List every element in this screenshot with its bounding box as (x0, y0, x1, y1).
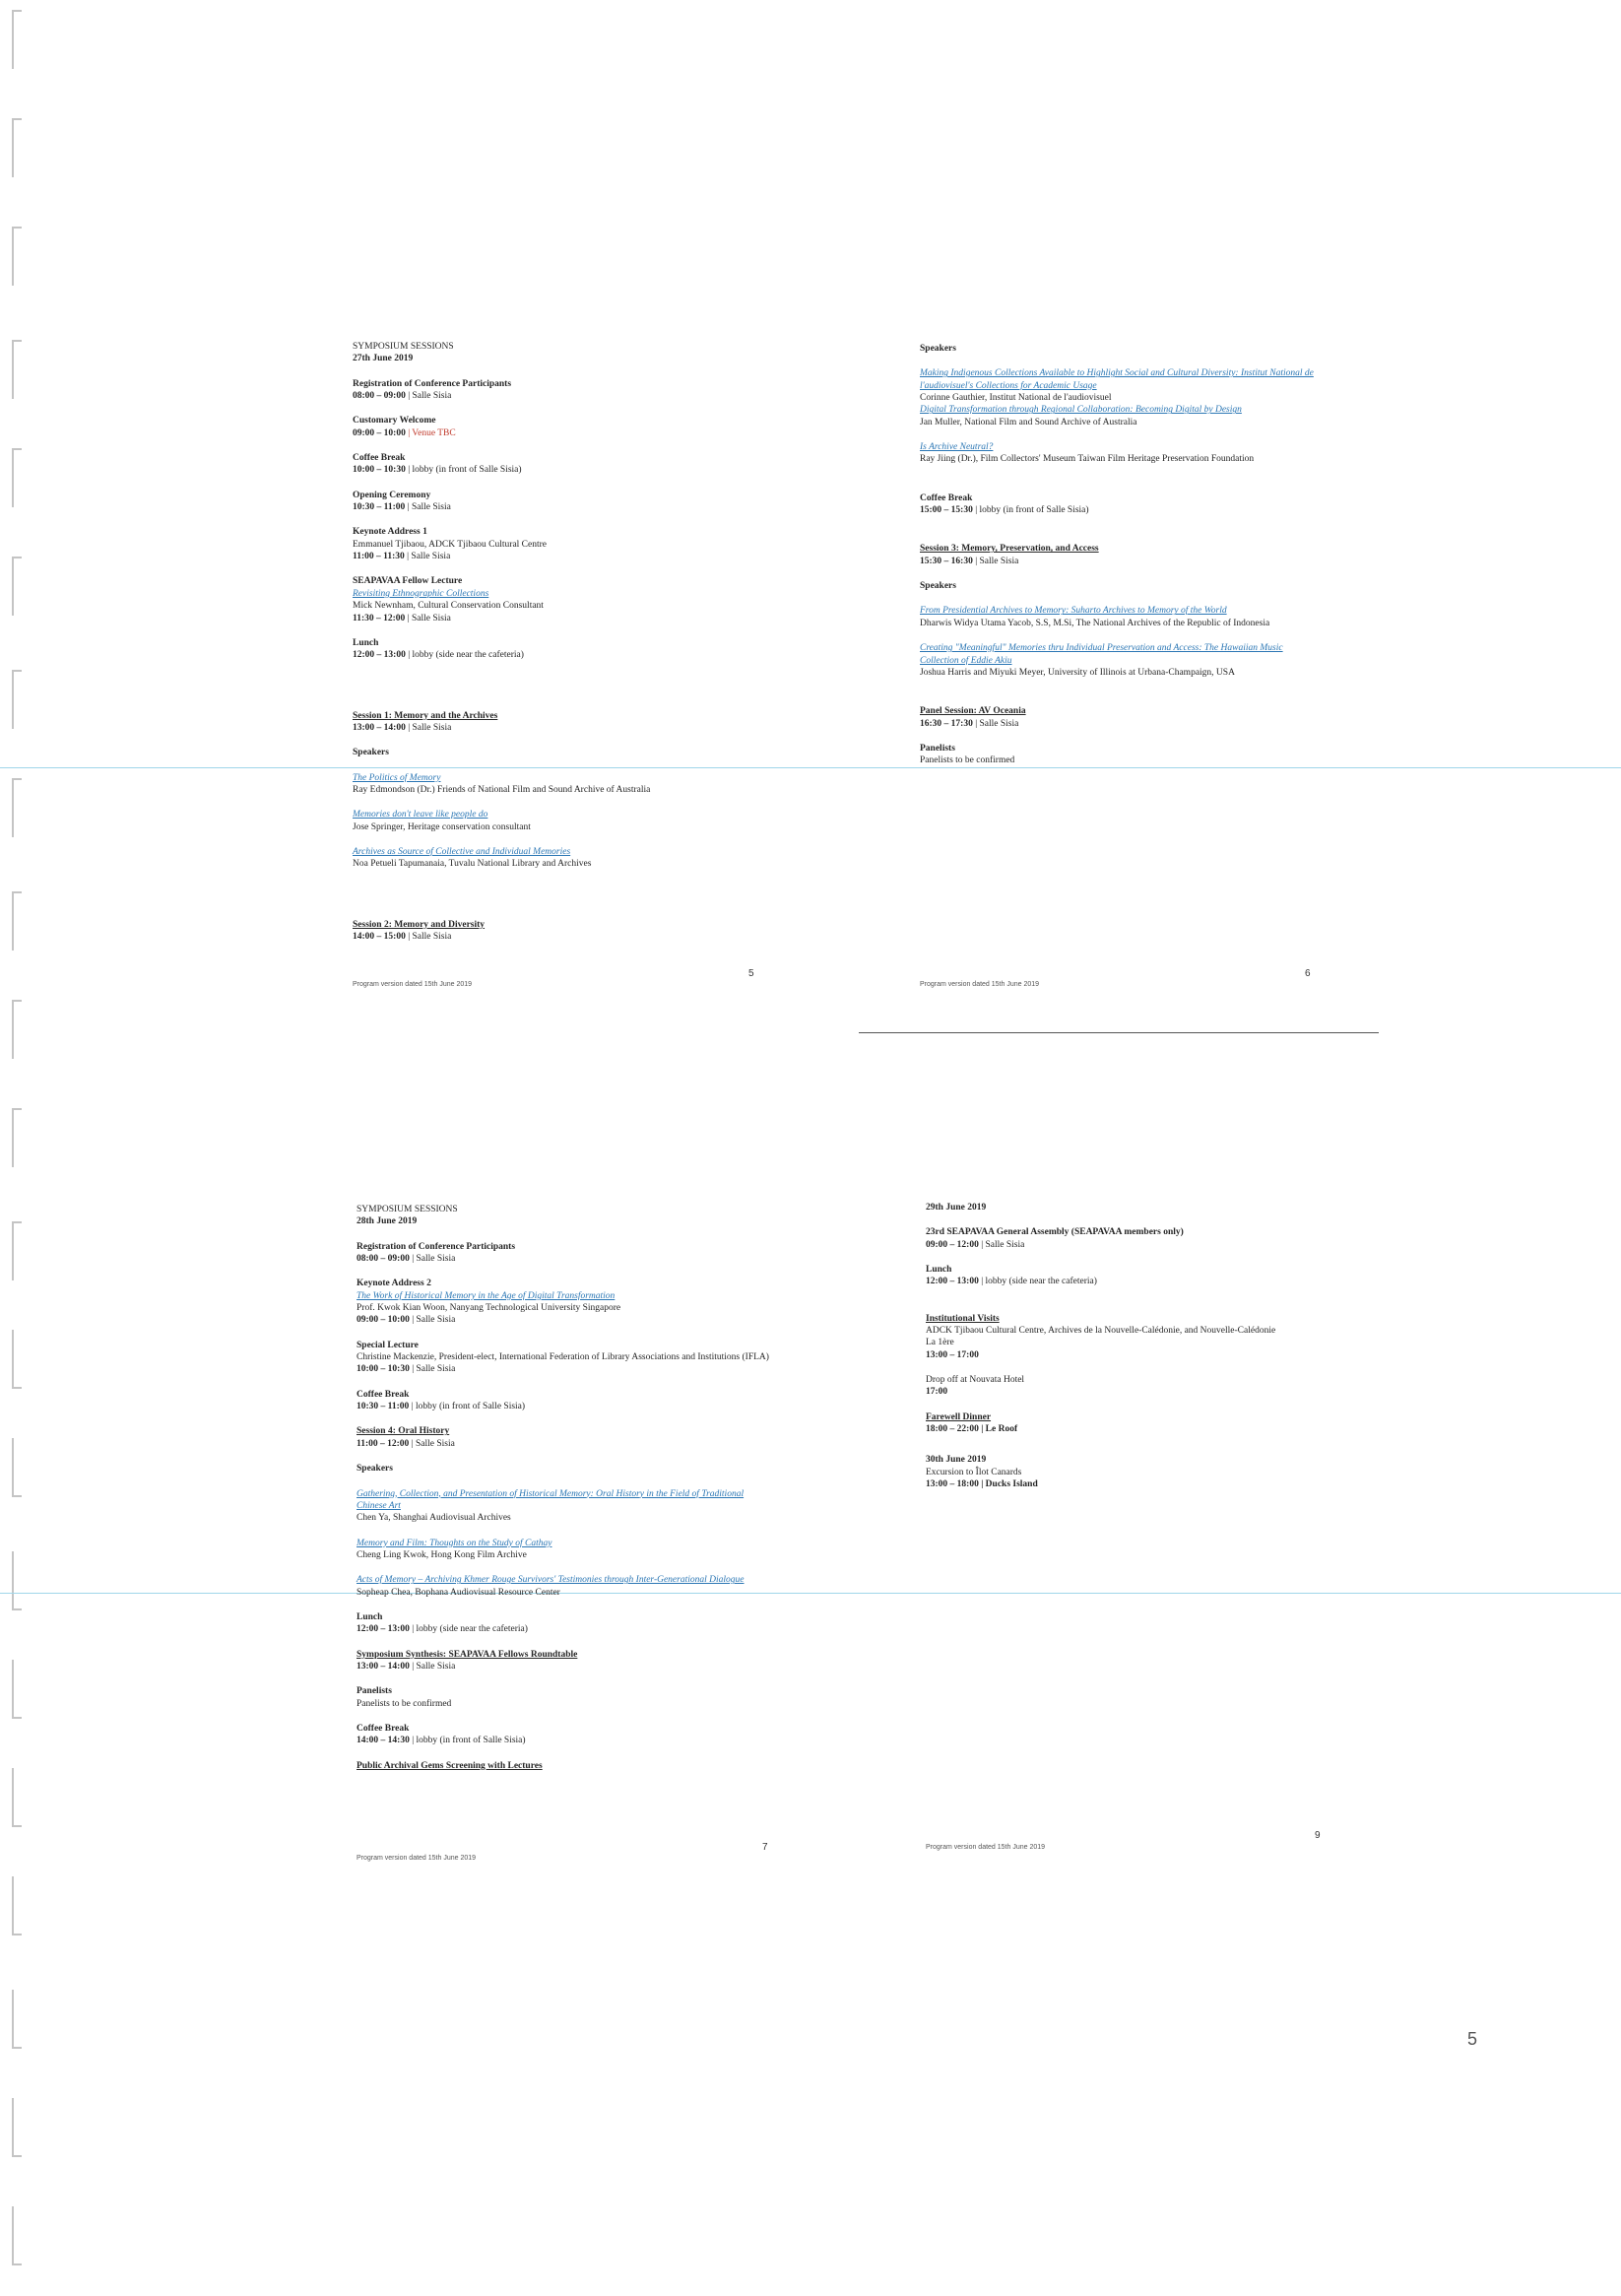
page-footer: Program version dated 15th June 2019 (353, 981, 473, 988)
schedule-item: Institutional Visits ADCK Tjibaou Cultural Centre, Archives de la Nouvelle-Calédonie, and Nouvelle-Calédonie La 1ère 13:00 – 17:00 (926, 1313, 1276, 1360)
binder-mark (12, 2098, 22, 2157)
page-date: 29th June 2019 (926, 1203, 987, 1213)
binder-mark (12, 670, 22, 729)
session-block: Session 2: Memory and Diversity 14:00 – 15:00 | Salle Sisia (353, 919, 486, 942)
schedule-item: Keynote Address 1 Emmanuel Tjibaou, ADCK Tjibaou Cultural Centre 11:00 – 11:30 | Salle Sisia (353, 527, 548, 562)
talk-link[interactable]: Creating "Meaningful" Memories thru Individual Preservation and Access: The Hawaiian Music Collection of Eddie Akiu (920, 643, 1283, 666)
program-page-9 (926, 1202, 1329, 1504)
page-date: 27th June 2019 (353, 354, 414, 364)
program-page-7 (357, 1204, 770, 1772)
talk-link[interactable]: Acts of Memory – Archiving Khmer Rouge Survivors' Testimonies through Inter-Generational Dialogue (357, 1575, 745, 1586)
speaker-entry: The Politics of Memory Ray Edmondson (Dr.) Friends of National Film and Sound Archive of Australia (353, 772, 746, 797)
schedule-item: Lunch 12:00 – 13:00 | lobby (side near the cafeteria) (357, 1611, 528, 1635)
speaker-entry: Memory and Film: Thoughts on the Study of Cathay Cheng Ling Kwok, Hong Kong Film Archive (357, 1538, 770, 1562)
talk-link[interactable]: Memory and Film: Thoughts on the Study of Cathay (357, 1538, 552, 1548)
schedule-item: Special Lecture Christine Mackenzie, President-elect, International Federation of Library Associations and Institutions (IFLA) 10:00 – 10:30 | Salle Sisia (357, 1340, 769, 1375)
sheet-number: 5 (1467, 2029, 1478, 2049)
page-divider (859, 1032, 1379, 1033)
schedule-item: Coffee Break 10:30 – 11:00 | lobby (in front of Salle Sisia) (357, 1389, 526, 1412)
page-footer: Program version dated 15th June 2019 (357, 1855, 477, 1862)
schedule-item: Keynote Address 2 The Work of Historical Memory in the Age of Digital Transformation Prof. Kwok Kian Woon, Nanyang Technological University Singapore 09:00 – 10:00 | Salle Sisia (357, 1278, 770, 1326)
speaker-entry: Making Indigenous Collections Available to Highlight Social and Cultural Diversity: Institut National de l'audiovisuel's Collections for Academic Usage Corinne Gauthier, Institut National de l'audiovisuel (920, 367, 1324, 404)
session-block: Symposium Synthesis: SEAPAVAA Fellows Roundtable 13:00 – 14:00 | Salle Sisia (357, 1649, 578, 1672)
speakers-label: Speakers (357, 1464, 393, 1475)
schedule-item: Opening Ceremony 10:30 – 11:00 | Salle Sisia (353, 490, 451, 513)
panelists-block: Panelists Panelists to be confirmed (920, 743, 1015, 766)
session-block: Session 4: Oral History 11:00 – 12:00 | Salle Sisia (357, 1426, 455, 1449)
page-footer: Program version dated 15th June 2019 (926, 1844, 1046, 1851)
binder-mark (12, 1000, 22, 1059)
schedule-item: Registration of Conference Participants 08:00 – 09:00 | Salle Sisia (357, 1241, 516, 1265)
speaker-entry: Acts of Memory – Archiving Khmer Rouge Survivors' Testimonies through Inter-Generational Dialogue Sopheap Chea, Bophana Audiovisual Resource Center (357, 1574, 770, 1599)
panelists-block: Panelists Panelists to be confirmed (357, 1686, 452, 1709)
page-number: 9 (1315, 1830, 1321, 1841)
session-block: Session 3: Memory, Preservation, and Access 15:30 – 16:30 | Salle Sisia (920, 544, 1099, 566)
binder-mark (12, 778, 22, 837)
schedule-item: Drop off at Nouvata Hotel 17:00 (926, 1375, 1025, 1398)
schedule-item: 30th June 2019 Excursion to Îlot Canards 13:00 – 18:00 | Ducks Island (926, 1455, 1038, 1490)
binder-mark (12, 1108, 22, 1167)
binder-mark (12, 118, 22, 177)
page-heading: SYMPOSIUM SESSIONS (353, 342, 454, 352)
speaker-entry: Digital Transformation through Regional Collaboration: Becoming Digital by Design Jan Muller, National Film and Sound Archive of Australia (920, 404, 1324, 428)
speakers-label: Speakers (920, 344, 956, 354)
speaker-entry: Is Archive Neutral? Ray Jiing (Dr.), Film Collectors' Museum Taiwan Film Heritage Preservation Foundation (920, 441, 1324, 466)
scan-line (0, 1593, 1621, 1594)
schedule-item: Coffee Break 10:00 – 10:30 | lobby (in front of Salle Sisia) (353, 453, 522, 476)
schedule-item: Coffee Break 14:00 – 14:30 | lobby (in front of Salle Sisia) (357, 1723, 526, 1746)
lecture-link[interactable]: Revisiting Ethnographic Collections (353, 588, 489, 599)
talk-link[interactable]: From Presidential Archives to Memory: Suharto Archives to Memory of the World (920, 606, 1227, 617)
binder-mark (12, 1660, 22, 1719)
schedule-item: SEAPAVAA Fellow Lecture Revisiting Ethnographic Collections Mick Newnham, Cultural Conservation Consultant 11:30 – 12:00 | Salle Sisia (353, 575, 746, 623)
session-block: Panel Session: AV Oceania 16:30 – 17:30 | Salle Sisia (920, 706, 1026, 729)
binder-mark (12, 1221, 22, 1280)
talk-link[interactable]: Making Indigenous Collections Available to Highlight Social and Cultural Diversity: Institut National de l'audiovisuel's Collections for Academic Usage (920, 368, 1314, 391)
talk-link[interactable]: Memories don't leave like people do (353, 810, 488, 820)
talk-link[interactable]: Is Archive Neutral? (920, 442, 994, 453)
speaker-entry: From Presidential Archives to Memory: Suharto Archives to Memory of the World Dharwis Widya Utama Yacob, S.S, M.Si, The National Archives of the Republic of Indonesia (920, 605, 1324, 629)
binder-mark (12, 10, 22, 69)
session-block: Session 1: Memory and the Archives 13:00 – 14:00 | Salle Sisia (353, 710, 498, 733)
schedule-item: Lunch 12:00 – 13:00 | lobby (side near the cafeteria) (353, 637, 524, 661)
binder-mark (12, 1330, 22, 1389)
page-number: 7 (762, 1842, 768, 1853)
page-footer: Program version dated 15th June 2019 (920, 981, 1040, 988)
program-page-6 (920, 343, 1324, 767)
binder-mark (12, 1990, 22, 2049)
speakers-label: Speakers (353, 748, 389, 758)
binder-mark (12, 340, 22, 399)
binder-mark (12, 227, 22, 286)
schedule-item: Registration of Conference Participants 08:00 – 09:00 | Salle Sisia (353, 378, 512, 402)
binder-mark (12, 1768, 22, 1827)
session-title: Public Archival Gems Screening with Lectures (357, 1760, 543, 1771)
program-page-5 (353, 341, 746, 943)
talk-link[interactable]: The Politics of Memory (353, 772, 441, 783)
scan-line (0, 767, 1621, 768)
page-heading: SYMPOSIUM SESSIONS (357, 1205, 458, 1214)
schedule-item: Farewell Dinner 18:00 – 22:00 | Le Roof (926, 1411, 1018, 1435)
binder-mark (12, 891, 22, 951)
speaker-entry: Gathering, Collection, and Presentation of Historical Memory: Oral History in the Field of Traditional Chinese Art Chen Ya, Shanghai Audiovisual Archives (357, 1488, 770, 1525)
binder-mark (12, 1551, 22, 1610)
page-number: 5 (748, 968, 754, 979)
talk-link[interactable]: Gathering, Collection, and Presentation of Historical Memory: Oral History in the Field of Traditional Chinese Art (357, 1488, 745, 1511)
schedule-item: Customary Welcome 09:00 – 10:00 | Venue TBC (353, 416, 456, 438)
speakers-label: Speakers (920, 581, 956, 592)
binder-mark (12, 557, 22, 616)
binder-mark (12, 1876, 22, 1935)
schedule-item: 23rd SEAPAVAA General Assembly (SEAPAVAA members only) 09:00 – 12:00 | Salle Sisia (926, 1227, 1184, 1250)
speaker-entry: Creating "Meaningful" Memories thru Individual Preservation and Access: The Hawaiian Music Collection of Eddie Akiu Joshua Harris and Miyuki Meyer, University of Illinois at Urbana-Champaign, USA (920, 642, 1324, 679)
talk-link[interactable]: Digital Transformation through Regional Collaboration: Becoming Digital by Design (920, 405, 1242, 416)
keynote-link[interactable]: The Work of Historical Memory in the Age of Digital Transformation (357, 1290, 616, 1301)
schedule-item: Coffee Break 15:00 – 15:30 | lobby (in front of Salle Sisia) (920, 492, 1089, 516)
binder-mark (12, 2206, 22, 2265)
binder-mark (12, 448, 22, 507)
speaker-entry: Memories don't leave like people do Jose Springer, Heritage conservation consultant (353, 809, 746, 833)
talk-link[interactable]: Archives as Source of Collective and Individual Memories (353, 846, 571, 857)
page-date: 28th June 2019 (357, 1216, 418, 1227)
schedule-item: Lunch 12:00 – 13:00 | lobby (side near the cafeteria) (926, 1265, 1097, 1287)
binder-mark (12, 1438, 22, 1497)
speaker-entry: Archives as Source of Collective and Individual Memories Noa Petueli Tapumanaia, Tuvalu National Library and Archives (353, 846, 746, 871)
page-number: 6 (1305, 968, 1311, 979)
